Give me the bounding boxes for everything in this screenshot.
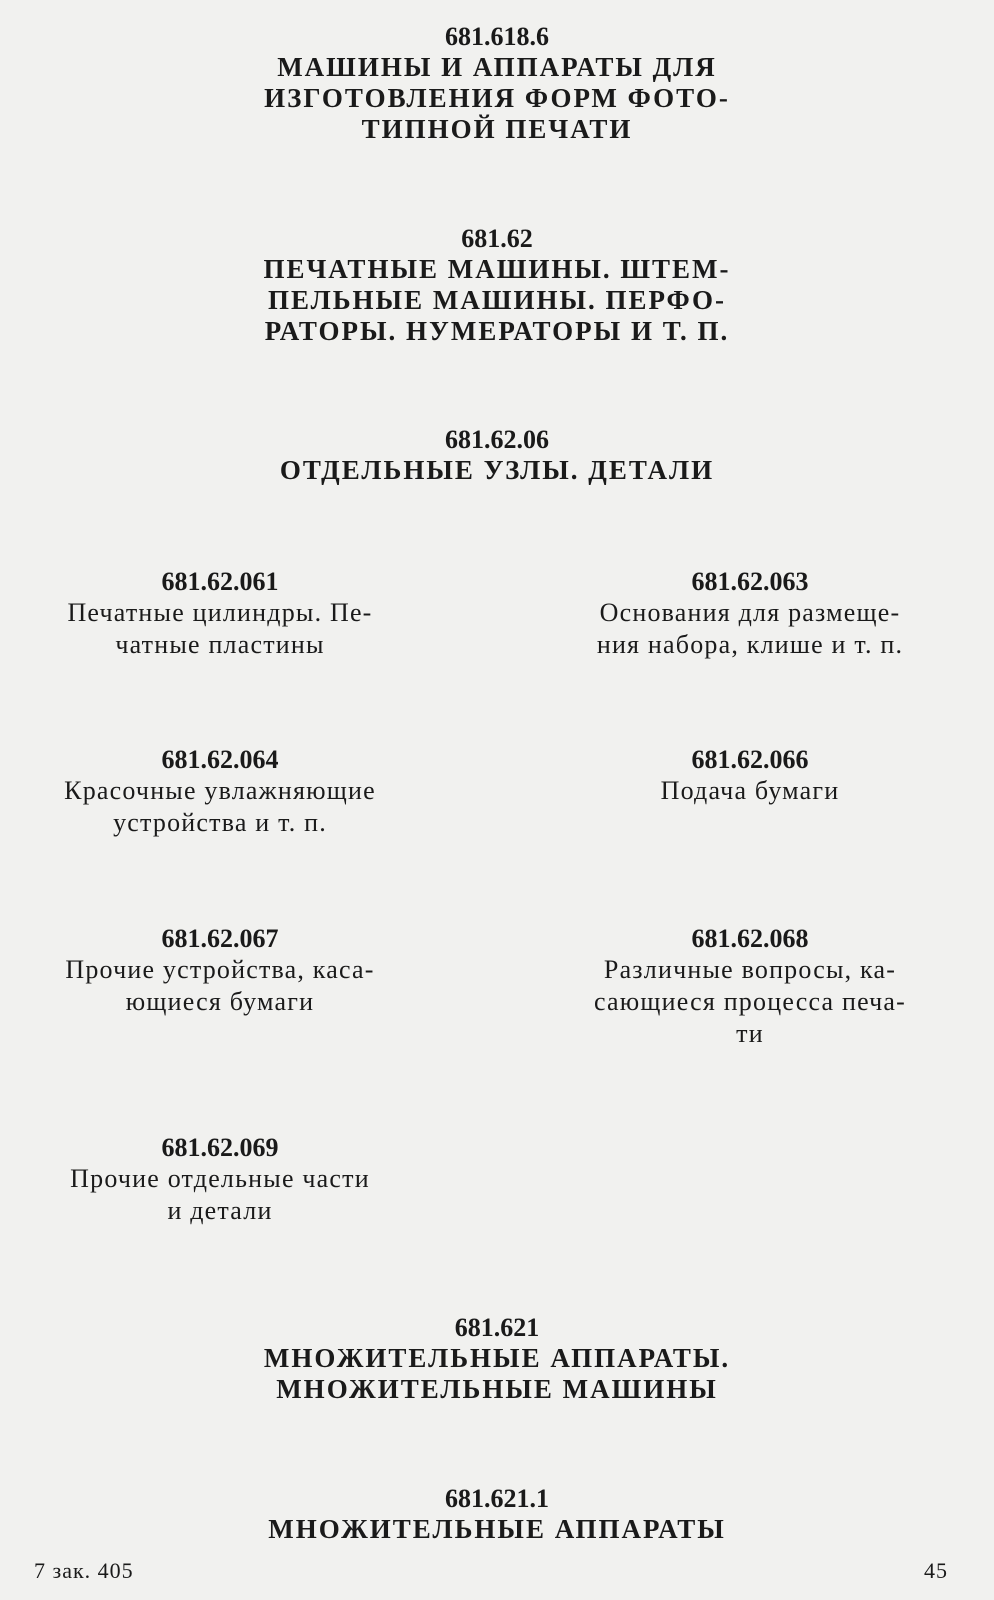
page-number: 45 — [924, 1558, 948, 1583]
entry-681-62-061 — [20, 567, 420, 661]
section-title-line: ПЕЧАТНЫЕ МАШИНЫ. ШТЕМ- — [263, 254, 731, 284]
section-title-line: МНОЖИТЕЛЬНЫЕ АППАРАТЫ. — [263, 1343, 731, 1373]
entry-desc-line: Печатные цилиндры. Пе- — [67, 598, 373, 627]
entry-code: 681.62.069 — [161, 1133, 279, 1162]
section-681-62 — [0, 224, 994, 347]
entry-desc-line: Основания для размеще- — [599, 598, 901, 627]
section-title-line: МНОЖИТЕЛЬНЫЕ МАШИНЫ — [276, 1374, 718, 1404]
entry-681-62-067 — [20, 924, 420, 1018]
section-title-line: ТИПНОЙ ПЕЧАТИ — [361, 114, 633, 144]
entry-desc-line: Прочие устройства, каса- — [65, 955, 375, 984]
entry-681-62-064 — [20, 745, 420, 839]
entry-desc-line: сающиеся процесса печа- — [593, 987, 907, 1016]
entry-desc-line: чатные пластины — [115, 630, 325, 659]
entry-desc-line: Различные вопросы, ка- — [603, 955, 897, 984]
section-681-618-6 — [0, 22, 994, 145]
entry-desc-line: ющиеся бумаги — [125, 987, 315, 1016]
entry-desc-line: устройства и т. п. — [113, 808, 327, 837]
entry-code: 681.62.063 — [691, 567, 809, 596]
section-681-621 — [0, 1313, 994, 1405]
entry-desc-line: Подача бумаги — [660, 776, 840, 805]
entry-681-62-066 — [555, 745, 945, 807]
section-code: 681.62.06 — [445, 425, 549, 454]
footer-print-info: 7 зак. 405 — [34, 1558, 134, 1583]
section-code: 681.62 — [461, 224, 533, 253]
entry-code: 681.62.064 — [161, 745, 279, 774]
section-681-621-1 — [0, 1484, 994, 1545]
section-title-line: ИЗГОТОВЛЕНИЯ ФОРМ ФОТО- — [264, 83, 730, 113]
entry-desc-line: и детали — [167, 1196, 273, 1225]
section-title-line: РАТОРЫ. НУМЕРАТОРЫ И Т. П. — [264, 316, 730, 346]
section-code: 681.621 — [454, 1313, 540, 1342]
section-title-line: ОТДЕЛЬНЫЕ УЗЛЫ. ДЕТАЛИ — [279, 455, 715, 485]
section-code: 681.618.6 — [445, 22, 549, 51]
entry-desc-line: Прочие отдельные части — [70, 1164, 370, 1193]
section-title-line: МАШИНЫ И АППАРАТЫ ДЛЯ — [277, 52, 717, 82]
entry-681-62-068 — [555, 924, 945, 1050]
section-code: 681.621.1 — [445, 1484, 549, 1513]
entry-681-62-063 — [555, 567, 945, 661]
section-title-line: МНОЖИТЕЛЬНЫЕ АППАРАТЫ — [268, 1514, 726, 1544]
entry-code: 681.62.061 — [161, 567, 279, 596]
section-681-62-06 — [0, 425, 994, 486]
entry-code: 681.62.066 — [691, 745, 809, 774]
entry-desc-line: ти — [736, 1019, 764, 1048]
entry-681-62-069 — [20, 1133, 420, 1227]
entry-code: 681.62.068 — [691, 924, 809, 953]
entry-desc-line: Красочные увлажняющие — [64, 776, 376, 805]
entry-desc-line: ния набора, клише и т. п. — [596, 630, 904, 659]
entry-code: 681.62.067 — [161, 924, 279, 953]
section-title-line: ПЕЛЬНЫЕ МАШИНЫ. ПЕРФО- — [267, 285, 727, 315]
